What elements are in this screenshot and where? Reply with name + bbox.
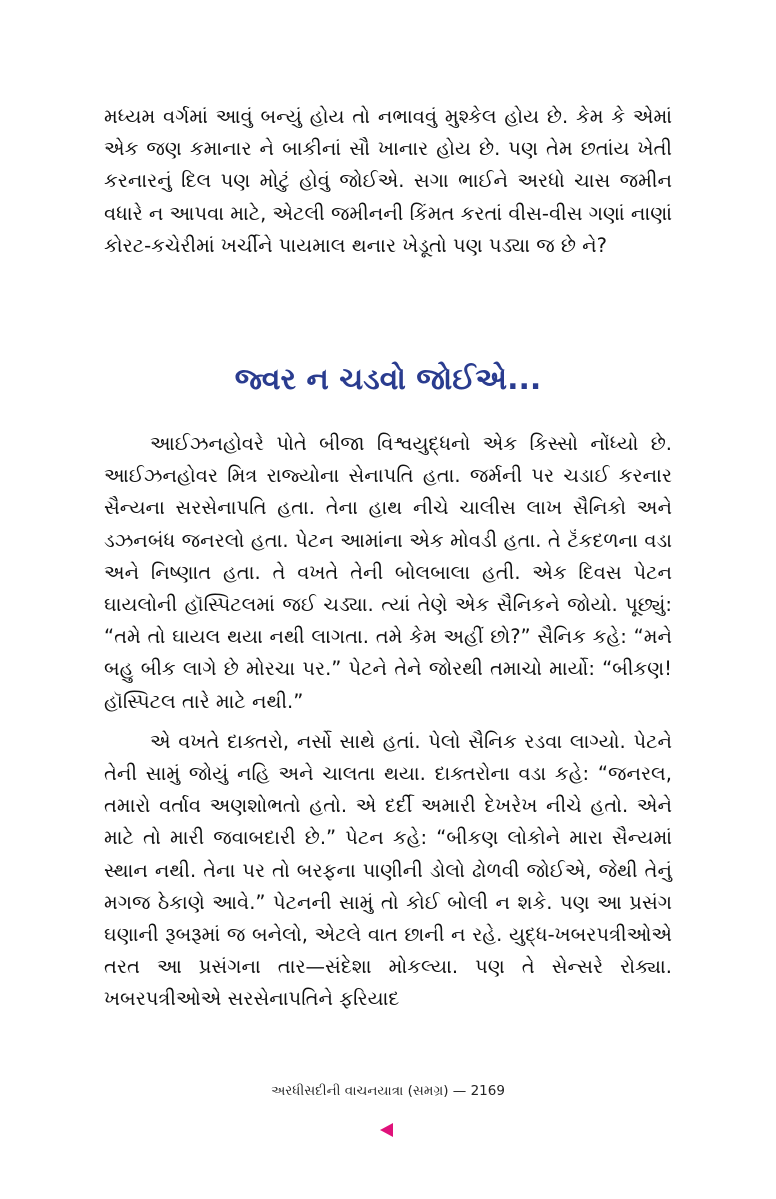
paragraph-1: આઈઝનહોવરે પોતે બીજા વિશ્વયુદ્ધનો એક કિસ્સો નોંધ્યો છે. આઈઝનહોવર મિત્ર રાજ્યોના સેનાપતિ હતા. જર્મની પર ચડાઈ કરનાર સૈન્યના સરસેનાપતિ હતા. તેના હાથ નીચે ચાલીસ લાખ સૈનિકો અને ડઝનબંધ જનરલો હતા. પેટન આમાંના એક મોવડી હતા. તે ટૅંકદળના વડા અને નિષ્ણાત હતા. તે વખતે તેની બોલબાલા હતી. એક દિવસ પેટન ઘાયલોની હૉસ્પિટલમાં જઈ ચડ્યા. ત્યાં તેણે એક સૈનિકને જોયો. પૂછ્યું: “તમે તો ઘાયલ થયા નથી લાગતા. તમે કેમ અહીં છો?” સૈનિક કહે: “મને બહુ બીક લાગે છે મોરચા પર.” પેટને તેને જોરથી તમાચો માર્યો: “બીકણ! હૉસ્પિટલ તારે માટે નથી.” xyxy=(104,432,672,713)
section-heading: જ્વર ન ચડવો જોઈએ... xyxy=(234,362,542,397)
page-footer: અરધીસદીની વાચનયાત્રા (સમગ્ર) — 2169 xyxy=(271,1083,505,1099)
section-body xyxy=(104,428,672,1016)
intro-text xyxy=(104,101,672,262)
intro-paragraph: મધ્યમ વર્ગમાં આવું બન્યું હોય તો નભાવવું મુશ્કેલ હોય છે. કેમ કે એમાં એક જણ કમાનાર ને બાકીનાં સૌ ખાનાર હોય છે. પણ તેમ છતાંય ખેતી કરનારનું દિલ પણ મોટું હોવું જોઈએ. સગા ભાઈને અરધો ચાસ જમીન વધારે ન આપવા માટે, એટલી જમીનની કિંમત કરતાં વીસ-વીસ ગણાં નાણાં કોરટ-કચેરીમાં ખર્ચીને પાયમાલ થનાર ખેડૂતો પણ પડ્યા જ છે ને? xyxy=(104,105,672,257)
paragraph-2: એ વખતે દાક્તરો, નર્સો સાથે હતાં. પેલો સૈનિક રડવા લાગ્યો. પેટને તેની સામું જોયું નહિ અને ચાલતા થયા. દાક્તરોના વડા કહે: “જનરલ, તમારો વર્તાવ અણશોભતો હતો. એ દર્દી અમારી દેખરેખ નીચે હતો. એને માટે તો મારી જવાબદારી છે.” પેટન કહે: “બીકણ લોકોને મારા સૈન્યમાં સ્થાન નથી. તેના પર તો બરફના પાણીની ડોલો ઢોળવી જોઈએ, જેથી તેનું મગજ ઠેકાણે આવે.” પેટનની સામું તો કોઈ બોલી ન શકે. પણ આ પ્રસંગ ઘણાની રૂબરૂમાં જ બનેલો, એટલે વાત છાની ન રહે. યુદ્ધ-ખબરપત્રીઓએ તરત આ પ્રસંગના તાર—સંદેશા મોકલ્યા. પણ તે સેન્સરે રોક્યા. ખબરપત્રીઓએ સરસેનાપતિને ફરિયાદ xyxy=(104,729,672,1011)
left-triangle-icon xyxy=(380,1123,393,1137)
